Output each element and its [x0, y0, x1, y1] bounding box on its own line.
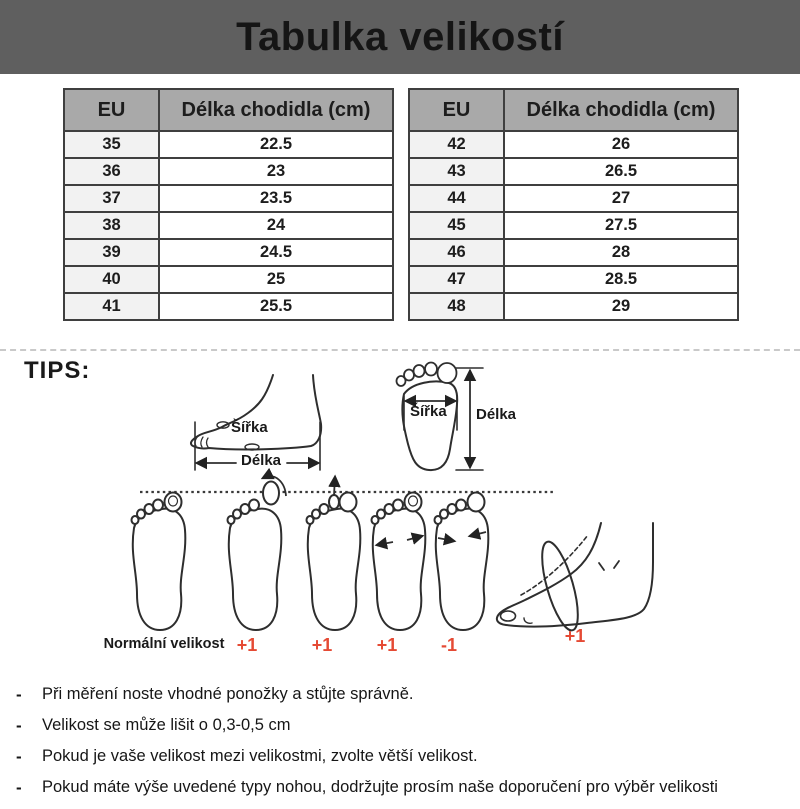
note-text: Při měření noste vhodné ponožky a stůjte správně.	[42, 685, 414, 703]
foot-length-cell: 28.5	[504, 266, 738, 293]
caption-plus-one: +1	[236, 635, 258, 655]
note-item	[16, 747, 794, 767]
eu-size-cell: 43	[409, 158, 504, 185]
sole-long-second-toe	[307, 477, 361, 630]
eu-size-cell: 42	[409, 131, 504, 158]
note-item	[16, 685, 794, 705]
foot-length-cell: 27.5	[504, 212, 738, 239]
size-table-left	[63, 88, 394, 321]
size-row	[64, 266, 393, 293]
size-row	[64, 185, 393, 212]
size-row	[409, 158, 738, 185]
foot-length-cell: 25.5	[159, 293, 393, 320]
length-label-top: Délka	[476, 406, 517, 423]
note-text: Velikost se může lišit o 0,3-0,5 cm	[42, 716, 291, 734]
foot-length-cell: 24.5	[159, 239, 393, 266]
size-row	[409, 212, 738, 239]
sole-long-big-toe	[228, 476, 287, 630]
caption-plus-one: +1	[564, 626, 586, 646]
size-row	[409, 185, 738, 212]
high-instep-foot-diagram	[497, 523, 653, 634]
table-header-row	[64, 89, 393, 131]
sole-wide-foot	[372, 493, 426, 631]
note-item	[16, 716, 794, 736]
size-row	[409, 293, 738, 320]
size-row	[409, 239, 738, 266]
note-text: Pokud máte výše uvedené typy nohou, dodržujte prosím naše doporučení pro výběr velikosti	[42, 778, 718, 796]
dashed-divider	[0, 349, 800, 351]
size-row	[64, 131, 393, 158]
size-row	[64, 239, 393, 266]
caption-plus-one: +1	[376, 635, 398, 655]
caption-minus-one: -1	[440, 635, 457, 655]
eu-size-cell: 36	[64, 158, 159, 185]
sole-narrow-foot	[435, 493, 489, 631]
note-dash: -	[16, 685, 22, 704]
foot-length-cell: 29	[504, 293, 738, 320]
foot-length-cell: 27	[504, 185, 738, 212]
eu-size-cell: 40	[64, 266, 159, 293]
eu-size-cell: 44	[409, 185, 504, 212]
foot-length-cell: 24	[159, 212, 393, 239]
note-dash: -	[16, 778, 22, 797]
title-banner	[0, 0, 800, 74]
caption-normal-size: Normální velikost	[103, 636, 225, 652]
foot-length-cell: 23.5	[159, 185, 393, 212]
size-table-right	[408, 88, 739, 321]
table-header-row	[409, 89, 738, 131]
tips-heading: TIPS:	[24, 357, 91, 384]
size-row	[64, 212, 393, 239]
note-text: Pokud je vaše velikost mezi velikostmi, zvolte větší velikost.	[42, 747, 478, 765]
length-label-side: Délka	[241, 452, 282, 469]
eu-size-cell: 37	[64, 185, 159, 212]
eu-column-header: EU	[64, 89, 159, 131]
foot-length-cell: 23	[159, 158, 393, 185]
eu-size-cell: 41	[64, 293, 159, 320]
caption-plus-one: +1	[311, 635, 333, 655]
length-column-header: Délka chodidla (cm)	[159, 89, 393, 131]
notes-list	[16, 685, 794, 809]
length-column-header: Délka chodidla (cm)	[504, 89, 738, 131]
foot-length-cell: 25	[159, 266, 393, 293]
eu-size-cell: 38	[64, 212, 159, 239]
eu-size-cell: 45	[409, 212, 504, 239]
eu-size-cell: 35	[64, 131, 159, 158]
sole-normal	[132, 493, 186, 631]
size-row	[64, 293, 393, 320]
note-item	[16, 778, 794, 798]
foot-length-cell: 28	[504, 239, 738, 266]
size-row	[409, 131, 738, 158]
width-label-top: Šířka	[410, 403, 447, 420]
size-row	[64, 158, 393, 185]
page-title: Tabulka velikostí	[236, 14, 564, 59]
foot-length-cell: 26.5	[504, 158, 738, 185]
eu-size-cell: 47	[409, 266, 504, 293]
note-dash: -	[16, 716, 22, 735]
note-dash: -	[16, 747, 22, 766]
foot-length-cell: 22.5	[159, 131, 393, 158]
eu-size-cell: 46	[409, 239, 504, 266]
eu-column-header: EU	[409, 89, 504, 131]
eu-size-cell: 39	[64, 239, 159, 266]
foot-length-cell: 26	[504, 131, 738, 158]
eu-size-cell: 48	[409, 293, 504, 320]
measurement-diagram	[0, 352, 800, 660]
size-row	[409, 266, 738, 293]
width-label-side: Šířka	[231, 419, 268, 436]
